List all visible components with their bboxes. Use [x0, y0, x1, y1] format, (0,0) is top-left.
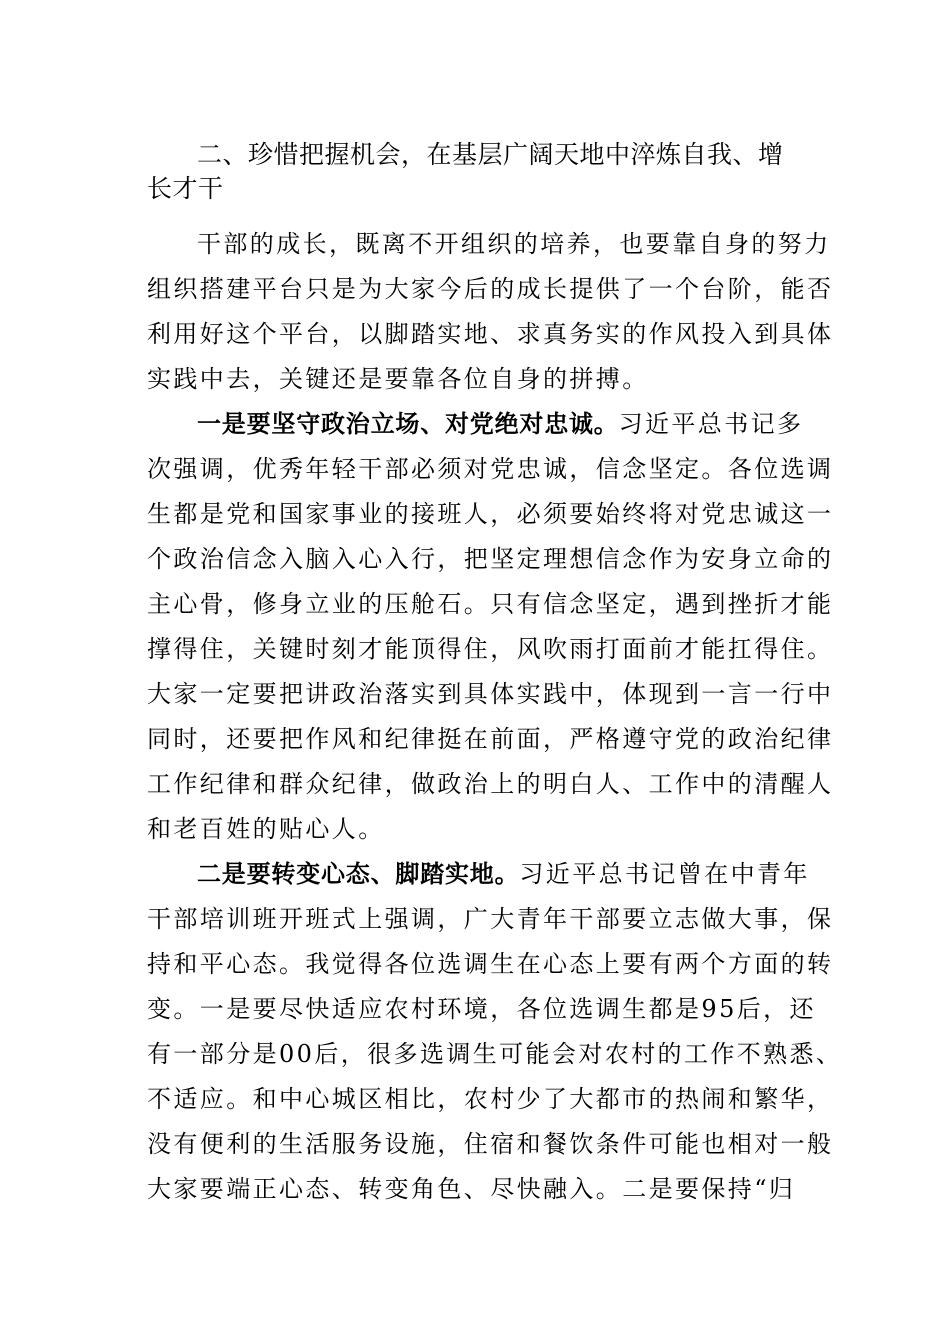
paragraph-3-lead: 二是要转变心态、脚踏实地。 — [197, 860, 520, 888]
paragraph-3-line: 大家要端正心态、转变角色、尽快融入。二是要保持“归 — [147, 1175, 796, 1203]
paragraph-2-lead: 一是要坚守政治立场、对党绝对忠诚。 — [197, 410, 619, 438]
paragraph-2-line: 同时，还要把作风和纪律挺在前面，严格遵守党的政治纪律 — [147, 725, 834, 753]
paragraph-1-line: 实践中去，关键还是要靠各位自身的拼搏。 — [147, 365, 649, 393]
paragraph-2-line: 次强调，优秀年轻干部必须对党忠诚，信念坚定。各位选调 — [147, 455, 834, 483]
paragraph-2-line: 工作纪律和群众纪律，做政治上的明白人、工作中的清醒人 — [147, 770, 834, 798]
paragraph-2-line: 生都是党和国家事业的接班人，必须要始终将对党忠诚这一 — [147, 500, 834, 528]
paragraph-2-first-rest: 习近平总书记多 — [618, 410, 804, 438]
paragraph-1-line: 利用好这个平台，以脚踏实地、求真务实的作风投入到具体 — [147, 320, 834, 348]
paragraph-3-line: 有一部分是00后，很多选调生可能会对农村的工作不熟悉、 — [147, 1040, 843, 1068]
paragraph-2-line: 主心骨，修身立业的压舱石。只有信念坚定，遇到挫折才能 — [147, 590, 834, 618]
paragraph-3-line: 变。一是要尽快适应农村环境，各位选调生都是95后，还 — [147, 995, 816, 1023]
paragraph-2-line: 个政治信念入脑入心入行，把坚定理想信念作为安身立命的 — [147, 545, 834, 573]
paragraph-1-line: 组织搭建平台只是为大家今后的成长提供了一个台阶，能否 — [147, 275, 834, 303]
paragraph-2-line: 大家一定要把讲政治落实到具体实践中，体现到一言一行中 — [147, 680, 834, 708]
paragraph-3-line: 没有便利的生活服务设施，住宿和餐饮条件可能也相对一般 — [147, 1130, 834, 1158]
paragraph-3-line: 持和平心态。我觉得各位选调生在心态上要有两个方面的转 — [147, 950, 834, 978]
paragraph-2-first-line — [197, 401, 877, 447]
paragraph-1-line: 干部的成长，既离不开组织的培养，也要靠自身的努力 — [197, 230, 831, 258]
section-heading: 二、珍惜把握机会，在基层广阔天地中淬炼自我、增长才干 — [147, 140, 784, 203]
paragraph-3-first-line — [197, 851, 877, 897]
paragraph-2-line: 和老百姓的贴心人。 — [147, 815, 385, 843]
paragraph-3-line: 干部培训班开班式上强调，广大青年干部要立志做大事，保 — [147, 905, 834, 933]
paragraph-2-line: 撑得住，关键时刻才能顶得住，风吹雨打面前才能扛得住。 — [147, 635, 834, 663]
paragraph-3-line: 不适应。和中心城区相比，农村少了大都市的热闹和繁华， — [147, 1085, 834, 1113]
paragraph-3-first-rest: 习近平总书记曾在中青年 — [519, 860, 810, 888]
